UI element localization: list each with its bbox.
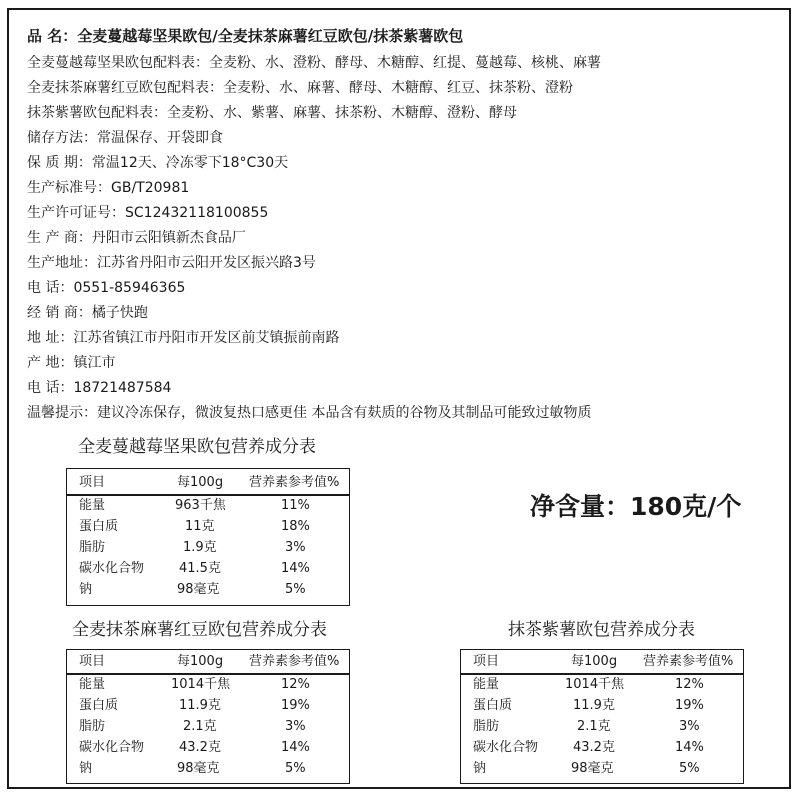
table-row — [67, 516, 349, 537]
row-item: 脂肪 — [473, 719, 500, 734]
standard-value: GB/T20981 — [111, 180, 190, 196]
row-nrv: 3% — [285, 540, 306, 555]
header-per100g: 每100g — [177, 475, 224, 490]
distributor-address-label: 地 址： — [27, 330, 74, 346]
row-item: 钠 — [79, 761, 93, 776]
table-row — [461, 758, 743, 779]
row-item: 脂肪 — [79, 719, 106, 734]
row-per100g: 963千焦 — [175, 498, 226, 513]
row-item: 能量 — [79, 677, 106, 692]
standard-label: 生产标准号： — [27, 180, 111, 196]
table-row — [67, 716, 349, 737]
row-item: 蛋白质 — [473, 698, 513, 713]
table-row — [461, 674, 743, 695]
ingredients-line-3 — [27, 104, 517, 122]
ingredients-2-value: 全麦粉、水、麻薯、酵母、木糖醇、红豆、抹茶粉、澄粉 — [223, 80, 573, 96]
notice-line — [27, 404, 591, 422]
nutrition-table-2 — [66, 649, 350, 784]
row-per100g: 98毫克 — [177, 582, 220, 597]
table-row — [67, 537, 349, 558]
distributor-line — [27, 304, 148, 322]
row-per100g: 11克 — [185, 519, 215, 534]
address-label: 生产地址： — [27, 255, 97, 271]
row-nrv: 14% — [675, 740, 704, 755]
table-row — [461, 695, 743, 716]
row-nrv: 18% — [281, 519, 310, 534]
row-per100g: 98毫克 — [571, 761, 614, 776]
table-row — [461, 737, 743, 758]
table-row — [67, 558, 349, 579]
table-row — [67, 674, 349, 695]
distributor-label: 经 销 商： — [27, 305, 92, 321]
row-item: 钠 — [79, 582, 93, 597]
notice-label: 温馨提示： — [27, 405, 97, 421]
license-line — [27, 204, 268, 222]
producer-line — [27, 229, 246, 247]
phone-2-value: 18721487584 — [73, 380, 172, 396]
table-row — [67, 758, 349, 779]
standard-line — [27, 179, 189, 197]
header-nrv: 营养素参考值% — [249, 654, 340, 669]
producer-label: 生 产 商： — [27, 230, 92, 246]
header-nrv: 营养素参考值% — [643, 654, 734, 669]
row-nrv: 5% — [285, 761, 306, 776]
table-row — [461, 716, 743, 737]
row-nrv: 3% — [679, 719, 700, 734]
ingredients-line-1 — [27, 54, 601, 72]
table-row — [67, 579, 349, 600]
product-name-value: 全麦蔓越莓坚果欧包/全麦抹茶麻薯红豆欧包/抹茶紫薯欧包 — [77, 27, 464, 45]
row-nrv: 12% — [281, 677, 310, 692]
shelf-life-line — [27, 154, 288, 172]
distributor-address-line — [27, 329, 339, 347]
header-item: 项目 — [79, 475, 106, 490]
row-per100g: 11.9克 — [573, 698, 615, 713]
row-per100g: 1014千焦 — [171, 677, 231, 692]
nutrition-table-1-title: 全麦蔓越莓坚果欧包营养成分表 — [78, 437, 316, 457]
phone-1-label: 电 话： — [27, 280, 74, 296]
product-name-label: 品 名： — [27, 27, 78, 45]
row-nrv: 5% — [679, 761, 700, 776]
product-name-line — [27, 27, 463, 45]
shelf-life-label: 保 质 期： — [27, 155, 92, 171]
table-header-row — [67, 472, 349, 493]
address-line — [27, 254, 316, 272]
distributor-value: 橘子快跑 — [91, 305, 148, 321]
row-per100g: 11.9克 — [179, 698, 221, 713]
row-per100g: 2.1克 — [577, 719, 611, 734]
ingredients-1-value: 全麦粉、水、澄粉、酵母、木糖醇、红提、蔓越莓、核桃、麻薯 — [209, 55, 601, 71]
row-item: 能量 — [79, 498, 106, 513]
table-row — [67, 737, 349, 758]
row-nrv: 14% — [281, 561, 310, 576]
nutrition-table-1 — [66, 468, 350, 606]
phone-line-2 — [27, 379, 171, 397]
notice-value: 建议冷冻保存，微波复热口感更佳 本品含有麸质的谷物及其制品可能致过敏物质 — [97, 405, 592, 421]
row-per100g: 43.2克 — [573, 740, 615, 755]
ingredients-1-label: 全麦蔓越莓坚果欧包配料表： — [27, 55, 209, 71]
phone-2-label: 电 话： — [27, 380, 74, 396]
license-label: 生产许可证号： — [27, 205, 125, 221]
row-nrv: 3% — [285, 719, 306, 734]
storage-line — [27, 129, 223, 147]
row-nrv: 19% — [675, 698, 704, 713]
row-per100g: 1.9克 — [183, 540, 217, 555]
row-per100g: 1014千焦 — [565, 677, 625, 692]
table-row — [67, 495, 349, 516]
row-per100g: 41.5克 — [179, 561, 221, 576]
row-item: 碳水化合物 — [79, 740, 145, 755]
row-item: 蛋白质 — [79, 698, 119, 713]
row-item: 钠 — [473, 761, 487, 776]
ingredients-3-label: 抹茶紫薯欧包配料表： — [27, 105, 167, 121]
nutrition-table-3-title: 抹茶紫薯欧包营养成分表 — [508, 620, 695, 640]
origin-value: 镇江市 — [73, 355, 116, 371]
row-item: 能量 — [473, 677, 500, 692]
header-item: 项目 — [473, 654, 500, 669]
row-nrv: 5% — [285, 582, 306, 597]
storage-label: 储存方法： — [27, 130, 97, 146]
producer-value: 丹阳市云阳镇新杰食品厂 — [91, 230, 246, 246]
row-item: 蛋白质 — [79, 519, 119, 534]
storage-value: 常温保存、开袋即食 — [97, 130, 223, 146]
net-content: 净含量：180克/个 — [530, 492, 742, 521]
phone-1-value: 0551-85946365 — [73, 280, 186, 296]
row-nrv: 12% — [675, 677, 704, 692]
ingredients-3-value: 全麦粉、水、紫薯、麻薯、抹茶粉、木糖醇、澄粉、酵母 — [167, 105, 517, 121]
table-header-row — [461, 651, 743, 672]
row-per100g: 43.2克 — [179, 740, 221, 755]
row-per100g: 2.1克 — [183, 719, 217, 734]
distributor-address-value: 江苏省镇江市丹阳市开发区前艾镇振前南路 — [73, 330, 340, 346]
nutrition-table-3 — [460, 649, 744, 784]
row-nrv: 14% — [281, 740, 310, 755]
table-row — [67, 695, 349, 716]
header-per100g: 每100g — [177, 654, 224, 669]
row-item: 脂肪 — [79, 540, 106, 555]
header-nrv: 营养素参考值% — [249, 475, 340, 490]
row-item: 碳水化合物 — [473, 740, 539, 755]
header-per100g: 每100g — [571, 654, 618, 669]
ingredients-line-2 — [27, 79, 573, 97]
table-header-row — [67, 651, 349, 672]
ingredients-2-label: 全麦抹茶麻薯红豆欧包配料表： — [27, 80, 223, 96]
address-value: 江苏省丹阳市云阳开发区振兴路3号 — [97, 255, 316, 271]
header-item: 项目 — [79, 654, 106, 669]
shelf-life-value: 常温12天、冷冻零下18°C30天 — [91, 155, 289, 171]
origin-label: 产 地： — [27, 355, 74, 371]
license-value: SC12432118100855 — [125, 205, 269, 221]
phone-line-1 — [27, 279, 185, 297]
row-nrv: 19% — [281, 698, 310, 713]
origin-line — [27, 354, 115, 372]
nutrition-table-2-title: 全麦抹茶麻薯红豆欧包营养成分表 — [72, 620, 327, 640]
row-nrv: 11% — [281, 498, 310, 513]
row-per100g: 98毫克 — [177, 761, 220, 776]
row-item: 碳水化合物 — [79, 561, 145, 576]
